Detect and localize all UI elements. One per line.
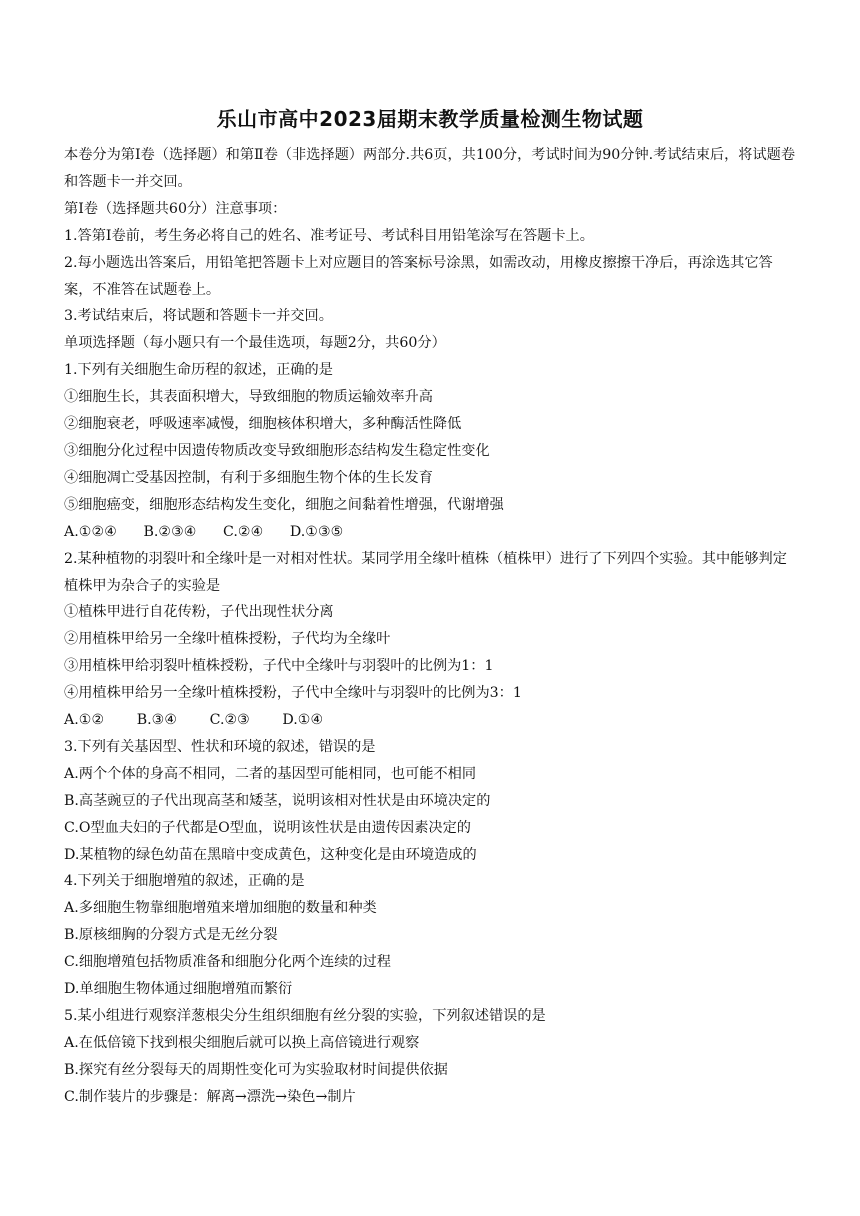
q3-stem: 3.下列有关基因型、性状和环境的叙述，错误的是 [64,738,376,755]
q5-choice-c: C.制作装片的步骤是：解离→漂洗→染色→制片 [64,1088,356,1105]
q1-option-d: D.①③⑤ [289,523,344,540]
q1-option-c: C.②④ [223,523,264,540]
exam-title: 乐山市高中2023届期末教学质量检测生物试题 [216,107,644,131]
q2-stem: 2.某种植物的羽裂叶和全缘叶是一对相对性状。某同学用全缘叶植株（植株甲）进行了下列四个实验。其中能够判定植株甲为杂合子的实验是 [64,550,787,594]
q5-choice-b: B.探究有丝分裂每天的周期性变化可为实验取材时间提供依据 [64,1061,448,1078]
q1-item-2: ②细胞衰老，呼吸速率减慢，细胞核体积增大，多种酶活性降低 [64,416,462,433]
q4-choice-c: C.细胞增殖包括物质准备和细胞分化两个连续的过程 [64,954,391,971]
note-3: 3.考试结束后，将试题和答题卡一并交回。 [64,308,333,325]
intro-text: 本卷分为第Ⅰ卷（选择题）和第Ⅱ卷（非选择题）两部分.共6页，共100分，考试时间为90分钟.考试结束后，将试题卷和答题卡一并交回。 [64,147,796,190]
q2-option-d: D.①④ [282,712,324,729]
q4-stem: 4.下列关于细胞增殖的叙述，正确的是 [64,873,305,890]
section-header: 单项选择题（每小题只有一个最佳选项，每题2分，共60分） [64,335,446,352]
q1-stem: 1.下列有关细胞生命历程的叙述，正确的是 [64,362,333,379]
q2-item-2: ②用植株甲给另一全缘叶植株授粉，子代均为全缘叶 [64,631,391,648]
q5-choice-a: A.在低倍镜下找到根尖细胞后就可以换上高倍镜进行观察 [64,1034,420,1051]
q5-stem: 5.某小组进行观察洋葱根尖分生组织细胞有丝分裂的实验，下列叙述错误的是 [64,1008,546,1024]
q2-option-b: B.③④ [136,712,178,729]
q2-option-a: A.①② [64,712,105,729]
q1-item-3: ③细胞分化过程中因遗传物质改变导致细胞形态结构发生稳定性变化 [64,442,490,459]
q1-options [64,519,796,546]
q3-choice-b: B.高茎豌豆的子代出现高茎和矮茎，说明该相对性状是由环境决定的 [64,792,491,809]
q3-choice-a: A.两个个体的身高不相同，二者的基因型可能相同，也可能不相同 [64,765,477,782]
q2-item-4: ④用植株甲给另一全缘叶植株授粉，子代中全缘叶与羽裂叶的比例为3：1 [64,685,522,702]
q2-option-c: C.②③ [209,712,250,729]
q1-item-5: ⑤细胞癌变，细胞形态结构发生变化，细胞之间黏着性增强，代谢增强 [64,496,504,513]
q4-choice-a: A.多细胞生物靠细胞增殖来增加细胞的数量和种类 [64,900,377,917]
q2-item-1: ①植株甲进行自花传粉，子代出现性状分离 [64,604,334,621]
part1-header: 第Ⅰ卷（选择题共60分）注意事项： [64,200,287,217]
q1-item-4: ④细胞凋亡受基因控制，有利于多细胞生物个体的生长发育 [64,469,433,486]
note-2: 2.每小题选出答案后，用铅笔把答题卡上对应题目的答案标号涂黑，如需改动，用橡皮擦擦干净后，再涂选其它答案，不准答在试题卷上。 [64,254,773,298]
q1-option-b: B.②③④ [143,523,197,540]
q1-item-1: ①细胞生长，其表面积增大，导致细胞的物质运输效率升高 [64,389,433,406]
q3-choice-d: D.某植物的绿色幼苗在黑暗中变成黄色，这种变化是由环境造成的 [64,846,477,863]
q1-option-a: A.①②④ [64,523,117,540]
q2-options [64,707,796,734]
q3-choice-c: C.O型血夫妇的子代都是O型血，说明该性状是由遗传因素决定的 [64,819,471,836]
q4-choice-d: D.单细胞生物体通过细胞增殖而繁衍 [64,981,293,998]
note-1: 1.答第Ⅰ卷前，考生务必将自己的姓名、准考证号、考试科目用铅笔涂写在答题卡上。 [64,227,594,244]
q2-item-3: ③用植株甲给羽裂叶植株授粉，子代中全缘叶与羽裂叶的比例为1：1 [64,658,494,675]
q4-choice-b: B.原核细胸的分裂方式是无丝分裂 [64,927,278,944]
